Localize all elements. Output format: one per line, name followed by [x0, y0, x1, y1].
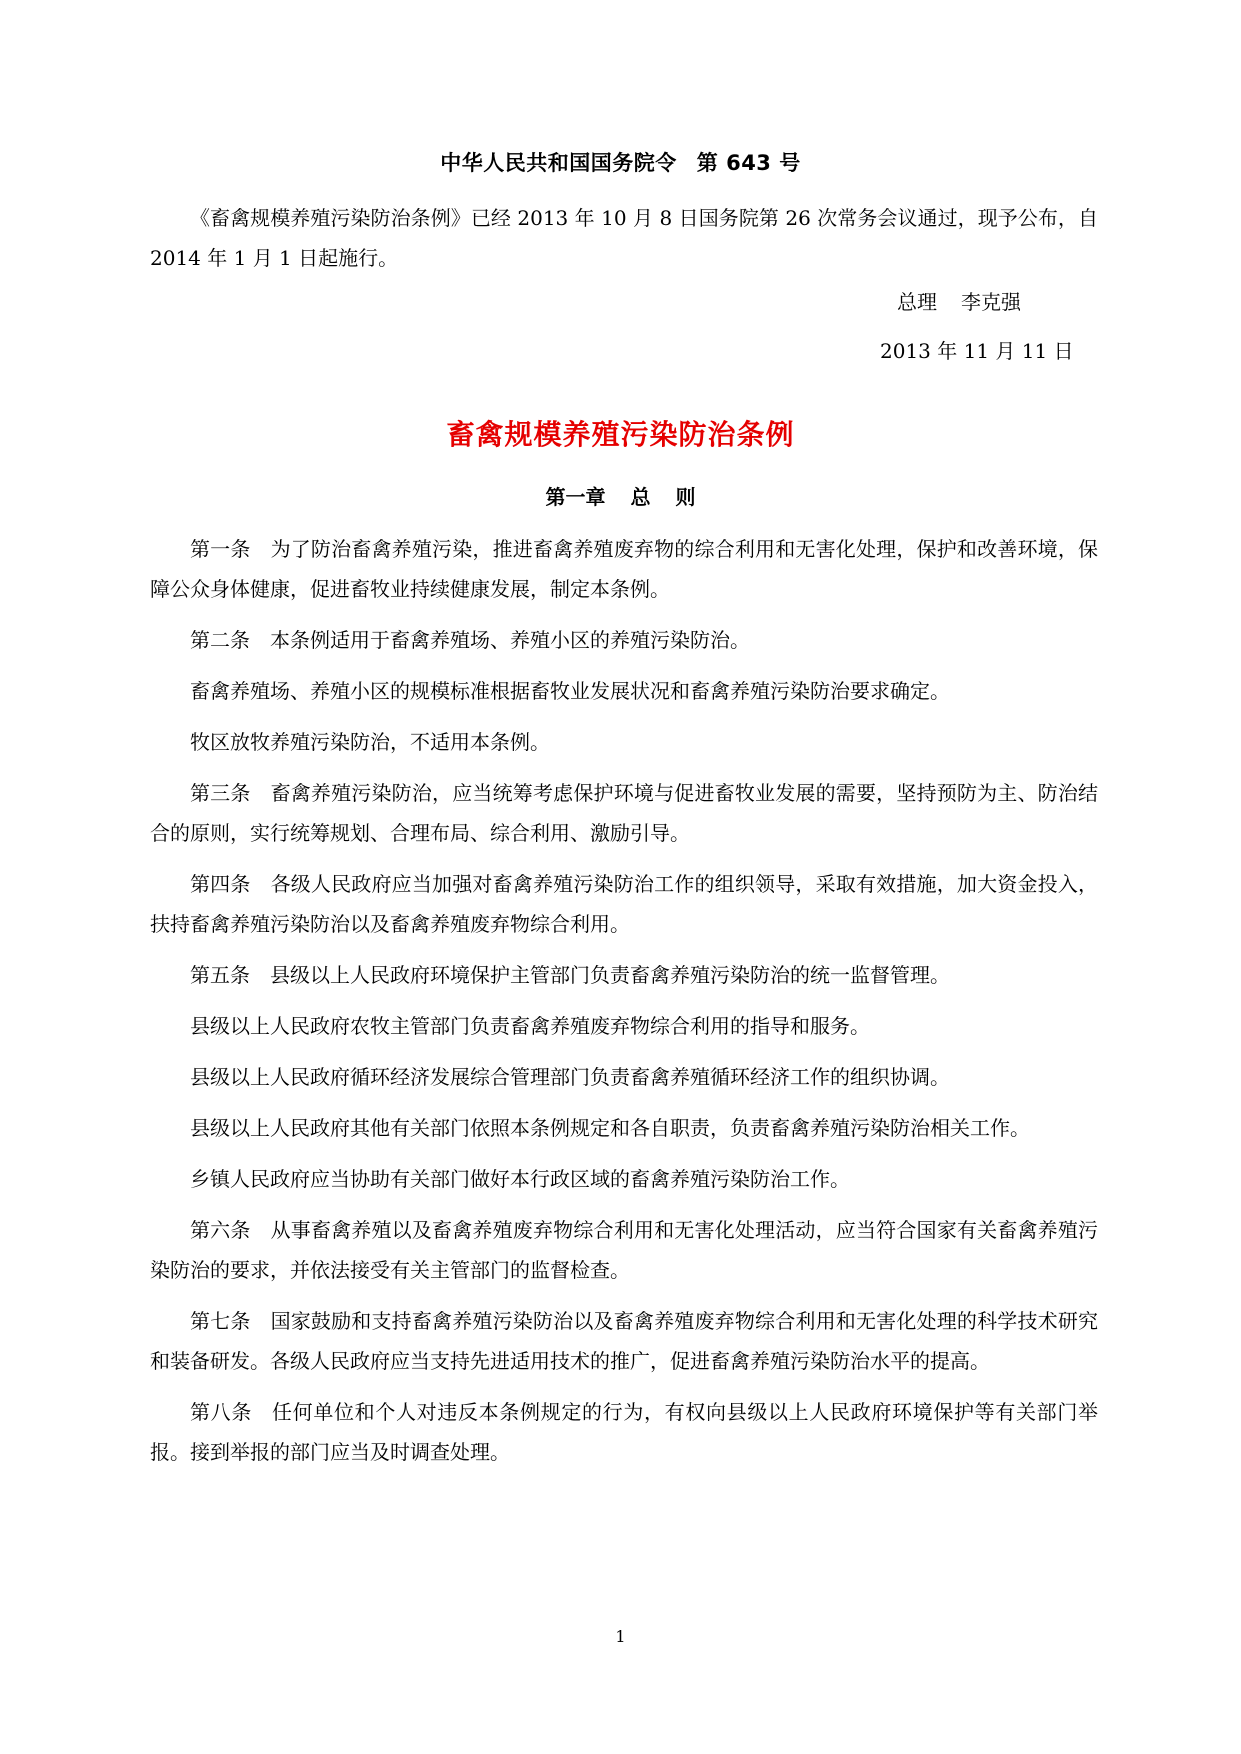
article-text: 县级以上人民政府其他有关部门依照本条例规定和各自职责，负责畜禽养殖污染防治相关工作。: [190, 1116, 1030, 1140]
promulgation-text: 《畜禽规模养殖污染防治条例》已经 2013 年 10 月 8 日国务院第 26 次常务会议通过，现予公布，自 2014 年 1 月 1 日起施行。: [150, 206, 1098, 270]
article-text: 为了防治畜禽养殖污染，推进畜禽养殖废弃物的综合利用和无害化处理，保护和改善环境，保障公众身体健康，促进畜牧业持续健康发展，制定本条例。: [150, 537, 1099, 601]
article-number: 第一条: [190, 537, 251, 561]
chapter-heading: 第一章 总 则: [545, 485, 696, 509]
signature-line: [897, 286, 1021, 315]
article-text: 牧区放牧养殖污染防治，不适用本条例。: [190, 730, 550, 754]
article-paragraph: [150, 1108, 1098, 1148]
article-number: 第五条: [190, 963, 250, 987]
article-paragraph: [150, 864, 1098, 944]
article-text: 本条例适用于畜禽养殖场、养殖小区的养殖污染防治。: [270, 628, 750, 652]
article-number: 第二条: [190, 628, 250, 652]
article-number: 第八条: [190, 1400, 252, 1424]
article-text: 任何单位和个人对违反本条例规定的行为，有权向县级以上人民政府环境保护等有关部门举报。接到举报的部门应当及时调查处理。: [150, 1400, 1098, 1464]
articles-body: [150, 529, 1098, 1483]
signer-title: 总理: [897, 290, 937, 314]
article-number: 第三条: [190, 781, 251, 805]
signer-name: 李克强: [961, 290, 1021, 314]
article-paragraph: [150, 722, 1098, 762]
article-paragraph: [150, 1301, 1098, 1381]
article-text: 畜禽养殖污染防治，应当统筹考虑保护环境与促进畜牧业发展的需要，坚持预防为主、防治结合的原则，实行统筹规划、合理布局、综合利用、激励引导。: [150, 781, 1099, 845]
article-text: 畜禽养殖场、养殖小区的规模标准根据畜牧业发展状况和畜禽养殖污染防治要求确定。: [190, 679, 950, 703]
article-text: 县级以上人民政府农牧主管部门负责畜禽养殖废弃物综合利用的指导和服务。: [190, 1014, 870, 1038]
regulation-title: 畜禽规模养殖污染防治条例: [446, 418, 795, 451]
article-text: 县级以上人民政府循环经济发展综合管理部门负责畜禽养殖循环经济工作的组织协调。: [190, 1065, 950, 1089]
article-number: 第四条: [190, 872, 251, 896]
article-number: 第七条: [190, 1309, 251, 1333]
article-text: 各级人民政府应当加强对畜禽养殖污染防治工作的组织领导，采取有效措施，加大资金投入，扶持畜禽养殖污染防治以及畜禽养殖废弃物综合利用。: [150, 872, 1099, 936]
article-paragraph: [150, 1392, 1098, 1472]
page-number: 1: [615, 1627, 626, 1646]
article-text: 从事畜禽养殖以及畜禽养殖废弃物综合利用和无害化处理活动，应当符合国家有关畜禽养殖污染防治的要求，并依法接受有关主管部门的监督检查。: [150, 1218, 1099, 1282]
decree-title: 中华人民共和国国务院令: [440, 151, 677, 175]
article-paragraph: [150, 671, 1098, 711]
article-text: 县级以上人民政府环境保护主管部门负责畜禽养殖污染防治的统一监督管理。: [270, 963, 950, 987]
decree-number: 第 643 号: [696, 151, 801, 175]
decree-heading: [0, 147, 1241, 177]
article-text: 国家鼓励和支持畜禽养殖污染防治以及畜禽养殖废弃物综合利用和无害化处理的科学技术研究和装备研发。各级人民政府应当支持先进适用技术的推广，促进畜禽养殖污染防治水平的提高。: [150, 1309, 1099, 1373]
article-number: 第六条: [190, 1218, 251, 1242]
article-paragraph: [150, 620, 1098, 660]
article-paragraph: [150, 1159, 1098, 1199]
article-paragraph: [150, 955, 1098, 995]
article-paragraph: [150, 773, 1098, 853]
signature-date: 2013 年 11 月 11 日: [880, 339, 1074, 363]
article-paragraph: [150, 529, 1098, 609]
article-paragraph: [150, 1057, 1098, 1097]
article-text: 乡镇人民政府应当协助有关部门做好本行政区域的畜禽养殖污染防治工作。: [190, 1167, 850, 1191]
article-paragraph: [150, 1210, 1098, 1290]
article-paragraph: [150, 1006, 1098, 1046]
